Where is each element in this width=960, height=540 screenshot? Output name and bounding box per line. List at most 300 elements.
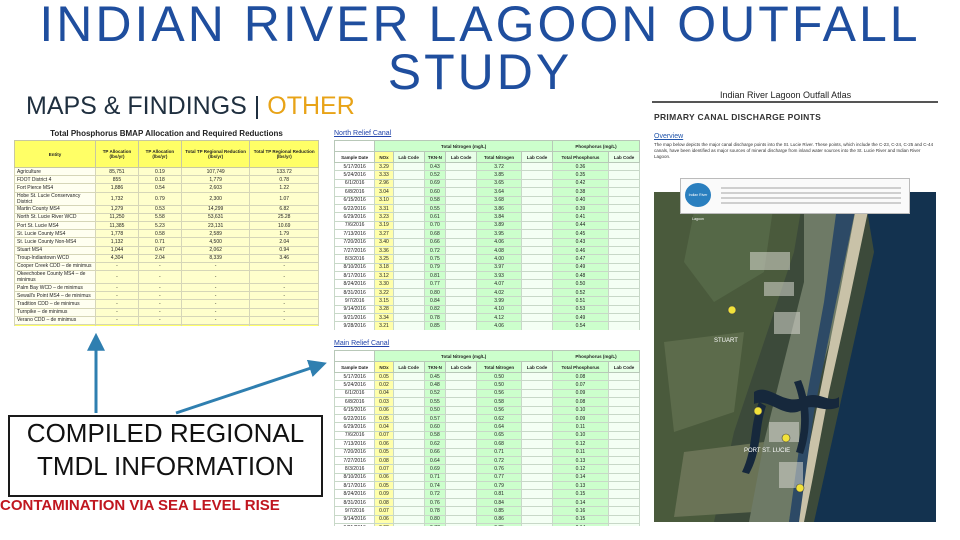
table-cell: 3.46 — [250, 254, 319, 262]
table-cell: 0.58 — [424, 196, 446, 204]
table-cell: 0.45 — [424, 373, 446, 381]
table-cell: 2.04 — [138, 254, 181, 262]
callout-line-1: COMPILED REGIONAL — [26, 418, 305, 448]
table-cell: 1,778 — [95, 230, 138, 238]
main-header-6: Lab Code — [521, 362, 552, 373]
table-cell: 0.04 — [375, 389, 393, 397]
north-header-2: Lab Code — [393, 152, 424, 163]
table-cell: 0.78 — [250, 176, 319, 184]
table-cell: 0.52 — [552, 288, 608, 296]
table-cell: 3.25 — [375, 255, 393, 263]
table-cell: 3.22 — [375, 288, 393, 296]
table-cell: 5.23 — [138, 221, 181, 229]
table-cell: 3.18 — [375, 263, 393, 271]
table-cell: 0.13 — [552, 456, 608, 464]
table-cell: 8/3/2016 — [335, 255, 375, 263]
table-cell: 0.47 — [138, 246, 181, 254]
table-cell: 4.06 — [477, 238, 522, 246]
table-cell: 7/13/2016 — [335, 440, 375, 448]
table-cell: - — [181, 300, 250, 308]
table-cell: Cooper Creek CDD – de minimus — [15, 262, 96, 270]
tp-header-0: Entity — [15, 141, 96, 168]
table-cell: 0.53 — [138, 205, 181, 213]
table-cell: 4.00 — [477, 255, 522, 263]
table-cell: 0.79 — [477, 482, 522, 490]
table-cell: 0.50 — [477, 381, 522, 389]
table-cell: 7/6/2016 — [335, 431, 375, 439]
table-cell: 0.06 — [375, 406, 393, 414]
table-cell: 3.15 — [375, 297, 393, 305]
table-cell: 3.29 — [375, 163, 393, 171]
table-cell: Fort Pierce MS4 — [15, 184, 96, 192]
atlas-title: Indian River Lagoon Outfall Atlas — [720, 90, 852, 100]
table-cell: 85,751 — [95, 168, 138, 176]
table-cell: 0.10 — [552, 431, 608, 439]
table-cell: - — [250, 262, 319, 270]
table-cell: 4.08 — [477, 246, 522, 254]
table-cell: 3.19 — [375, 221, 393, 229]
table-cell: 0.45 — [552, 230, 608, 238]
table-cell: 0.60 — [424, 423, 446, 431]
table-cell: 25.28 — [250, 213, 319, 221]
table-cell: 8/24/2016 — [335, 490, 375, 498]
table-cell: 1.07 — [250, 192, 319, 205]
table-cell: 0.78 — [424, 314, 446, 322]
table-cell: - — [95, 262, 138, 270]
table-cell: 53,631 — [181, 213, 250, 221]
north-header-5: Total Nitrogen — [477, 152, 522, 163]
main-group-label: Total Nitrogen (mg/L) — [375, 351, 553, 362]
table-cell: St. Lucie County MS4 — [15, 230, 96, 238]
table-cell: 3.30 — [375, 280, 393, 288]
table-cell: 5/17/2016 — [335, 163, 375, 171]
table-cell: 3.36 — [375, 246, 393, 254]
main-header-0: Sample Date — [335, 362, 375, 373]
table-cell: Hobe St. Lucie Conservancy District — [15, 192, 96, 205]
north-header-3: TKN-N — [424, 152, 446, 163]
table-cell: Palm Bay WCD – de minimus — [15, 284, 96, 292]
table-cell: 8/24/2016 — [335, 280, 375, 288]
table-cell: 3.04 — [375, 188, 393, 196]
table-cell: 7/13/2016 — [335, 230, 375, 238]
table-cell: 9/14/2016 — [335, 305, 375, 313]
table-cell: 14,299 — [181, 205, 250, 213]
table-cell: - — [250, 308, 319, 316]
north-header-4: Lab Code — [446, 152, 477, 163]
table-cell: 6/29/2016 — [335, 213, 375, 221]
table-cell: 9/28/2016 — [335, 322, 375, 330]
table-cell: 0.15 — [552, 515, 608, 523]
table-cell: 2,300 — [181, 192, 250, 205]
table-cell: 6/8/2016 — [335, 398, 375, 406]
table-cell: 3.93 — [477, 272, 522, 280]
table-cell: 4,500 — [181, 238, 250, 246]
table-cell: 0.10 — [552, 406, 608, 414]
table-cell: 0.56 — [477, 389, 522, 397]
table-cell: 0.69 — [424, 465, 446, 473]
table-cell: - — [181, 271, 250, 284]
table-cell: 3.85 — [477, 171, 522, 179]
table-cell: - — [250, 300, 319, 308]
table-cell: - — [95, 284, 138, 292]
table-cell: 4.06 — [477, 322, 522, 330]
table-cell: 0.02 — [375, 381, 393, 389]
table-cell: 0.64 — [424, 456, 446, 464]
table-cell: 8/10/2016 — [335, 263, 375, 271]
table-cell: 0.41 — [552, 213, 608, 221]
table-cell: 3.21 — [375, 322, 393, 330]
table-cell: 0.71 — [424, 473, 446, 481]
table-cell: Verano CDD – de minimus — [15, 316, 96, 324]
table-cell: 3.97 — [477, 263, 522, 271]
table-cell: 2.96 — [375, 179, 393, 187]
table-cell: 5/17/2016 — [335, 373, 375, 381]
north-group-label: Total Nitrogen (mg/L) — [375, 141, 553, 152]
table-cell: 0.38 — [552, 188, 608, 196]
table-cell: 0.79 — [424, 263, 446, 271]
table-cell: 0.15 — [552, 490, 608, 498]
table-cell: 0.54 — [138, 184, 181, 192]
contamination-label: CONTAMINATION VIA SEA LEVEL RISE — [0, 497, 280, 514]
table-cell: Agriculture — [15, 168, 96, 176]
table-cell: - — [95, 292, 138, 300]
table-cell: 3.12 — [375, 272, 393, 280]
table-cell: 2,589 — [181, 230, 250, 238]
table-cell: 0.11 — [552, 448, 608, 456]
table-cell: 6/1/2016 — [335, 179, 375, 187]
table-cell: 0.06 — [375, 515, 393, 523]
north-p-label: Phosphorus (mg/L) — [552, 141, 639, 152]
table-cell: 0.50 — [424, 406, 446, 414]
table-cell: - — [138, 308, 181, 316]
table-cell: - — [181, 262, 250, 270]
main-header-3: TKN-N — [424, 362, 446, 373]
table-cell: 0.39 — [552, 204, 608, 212]
table-cell: 0.58 — [477, 398, 522, 406]
irl-logo: Indian River Lagoon — [685, 183, 711, 207]
table-cell: 0.49 — [552, 263, 608, 271]
table-cell: 0.84 — [424, 297, 446, 305]
table-cell: 9/7/2016 — [335, 297, 375, 305]
table-cell: 5/24/2016 — [335, 171, 375, 179]
table-cell: 855 — [95, 176, 138, 184]
table-cell: 3.89 — [477, 221, 522, 229]
table-cell: - — [250, 271, 319, 284]
atlas-heading: PRIMARY CANAL DISCHARGE POINTS — [654, 112, 822, 122]
main-header-7: Total Phosphorus — [552, 362, 608, 373]
table-cell: 0.58 — [138, 230, 181, 238]
main-canal-title: Main Relief Canal — [334, 340, 390, 347]
table-cell: 0.62 — [424, 440, 446, 448]
table-cell: - — [95, 300, 138, 308]
table-cell: 0.48 — [424, 381, 446, 389]
table-cell: - — [250, 316, 319, 324]
table-cell: 0.47 — [552, 255, 608, 263]
table-cell: 7/6/2016 — [335, 221, 375, 229]
table-cell: 6/22/2016 — [335, 204, 375, 212]
table-cell: - — [138, 316, 181, 324]
table-cell: 0.81 — [424, 272, 446, 280]
table-cell: 3.34 — [375, 314, 393, 322]
table-cell: 0.05 — [375, 373, 393, 381]
north-header-6: Lab Code — [521, 152, 552, 163]
table-cell: 0.50 — [477, 373, 522, 381]
main-header-4: Lab Code — [446, 362, 477, 373]
table-cell: 3.10 — [375, 196, 393, 204]
table-cell: - — [250, 292, 319, 300]
table-cell: Turnpike – de minimus — [15, 308, 96, 316]
table-cell: 0.06 — [375, 440, 393, 448]
table-cell: 0.76 — [477, 465, 522, 473]
table-cell: Troup-Indiantown WCD — [15, 254, 96, 262]
table-cell: 0.78 — [424, 507, 446, 515]
table-cell: 0.80 — [424, 288, 446, 296]
table-cell: 0.56 — [477, 406, 522, 414]
main-header-8: Lab Code — [608, 362, 639, 373]
table-cell: 8/17/2016 — [335, 482, 375, 490]
table-cell: 1.22 — [250, 184, 319, 192]
table-cell: 8,339 — [181, 254, 250, 262]
table-cell: 8/3/2016 — [335, 465, 375, 473]
table-cell: 1,044 — [95, 246, 138, 254]
table-cell: 0.64 — [477, 423, 522, 431]
table-cell: 0.05 — [375, 414, 393, 422]
table-cell: 0.09 — [552, 414, 608, 422]
table-cell: 0.48 — [552, 272, 608, 280]
table-cell: 23,131 — [181, 221, 250, 229]
map-label-port-st-lucie: PORT ST. LUCIE — [744, 448, 791, 454]
table-cell: 3.72 — [477, 163, 522, 171]
table-cell: Port St. Lucie MS4 — [15, 221, 96, 229]
callout-box — [8, 415, 323, 497]
table-cell: 107,749 — [181, 168, 250, 176]
table-cell: 0.35 — [552, 171, 608, 179]
table-cell: 133.72 — [250, 168, 319, 176]
table-cell: - — [181, 292, 250, 300]
table-cell: 11,385 — [95, 221, 138, 229]
table-cell: - — [250, 284, 319, 292]
table-cell: 0.72 — [477, 456, 522, 464]
table-cell: 0.81 — [477, 490, 522, 498]
table-cell: 0.82 — [424, 305, 446, 313]
tp-table-title: Total Phosphorus BMAP Allocation and Required Reductions — [50, 129, 283, 138]
table-cell: - — [138, 271, 181, 284]
north-header-8: Lab Code — [608, 152, 639, 163]
table-cell: 0.16 — [552, 507, 608, 515]
table-cell: 0.52 — [424, 389, 446, 397]
table-cell: 3.86 — [477, 204, 522, 212]
table-cell: 0.71 — [477, 448, 522, 456]
table-cell: 0.42 — [552, 179, 608, 187]
table-cell: Tradition CDD – de minimus — [15, 300, 96, 308]
page-title: INDIAN RIVER LAGOON OUTFALL STUDY — [39, 0, 921, 100]
north-header-7: Total Phosphorus — [552, 152, 608, 163]
table-cell: 0.44 — [552, 221, 608, 229]
table-cell: - — [138, 292, 181, 300]
table-cell: 0.05 — [375, 448, 393, 456]
arrow-to-canal-tables — [176, 365, 320, 413]
table-cell: Martin County MS4 — [15, 205, 96, 213]
table-cell: 0.19 — [138, 168, 181, 176]
table-cell: 0.13 — [552, 482, 608, 490]
table-cell: 0.08 — [375, 498, 393, 506]
table-cell: 4.02 — [477, 288, 522, 296]
table-cell: 0.72 — [424, 490, 446, 498]
table-cell: 4,304 — [95, 254, 138, 262]
table-cell: 3.28 — [375, 305, 393, 313]
table-cell: Sewall's Point MS4 – de minimus — [15, 292, 96, 300]
table-cell: 4.07 — [477, 280, 522, 288]
subtitle-main: MAPS & FINDINGS | — [26, 92, 268, 120]
table-cell: 5.58 — [138, 213, 181, 221]
table-cell: - — [138, 284, 181, 292]
table-cell: 0.84 — [477, 498, 522, 506]
table-cell: 0.50 — [552, 280, 608, 288]
table-cell: 8/31/2016 — [335, 498, 375, 506]
table-cell: 3.65 — [477, 179, 522, 187]
table-cell: 0.62 — [477, 414, 522, 422]
table-cell: 0.49 — [552, 314, 608, 322]
table-cell: 0.55 — [424, 398, 446, 406]
table-cell: 1,132 — [95, 238, 138, 246]
table-cell: 0.94 — [250, 246, 319, 254]
table-cell: 0.07 — [552, 381, 608, 389]
table-cell: 0.54 — [552, 322, 608, 330]
table-cell: 0.74 — [424, 482, 446, 490]
table-cell: 0.68 — [477, 440, 522, 448]
table-cell: 0.08 — [552, 398, 608, 406]
north-canal-title: North Relief Canal — [334, 130, 392, 137]
table-cell: 0.07 — [375, 465, 393, 473]
table-cell: 9/14/2016 — [335, 515, 375, 523]
table-cell: 0.07 — [375, 507, 393, 515]
table-cell: - — [181, 284, 250, 292]
subtitle-accent: OTHER — [267, 92, 355, 120]
table-cell: 7/20/2016 — [335, 448, 375, 456]
table-cell: North St. Lucie River WCD — [15, 213, 96, 221]
north-header-0: Sample Date — [335, 152, 375, 163]
table-cell: 0.04 — [375, 423, 393, 431]
table-cell: - — [181, 316, 250, 324]
table-cell: 3.95 — [477, 230, 522, 238]
table-cell: 6/15/2016 — [335, 406, 375, 414]
table-cell: 0.12 — [552, 465, 608, 473]
table-cell: 3.31 — [375, 204, 393, 212]
north-header-1: NOx — [375, 152, 393, 163]
table-cell: 0.58 — [424, 431, 446, 439]
table-cell: - — [138, 262, 181, 270]
table-cell: 3.68 — [477, 196, 522, 204]
table-cell: 0.53 — [552, 305, 608, 313]
table-cell: 3.99 — [477, 297, 522, 305]
main-header-5: Total Nitrogen — [477, 362, 522, 373]
table-cell: 8/31/2016 — [335, 288, 375, 296]
table-cell: 0.18 — [138, 176, 181, 184]
table-cell: 0.71 — [138, 238, 181, 246]
table-cell: 0.43 — [424, 163, 446, 171]
table-cell: 0.40 — [552, 196, 608, 204]
table-cell: 0.08 — [552, 373, 608, 381]
table-cell: 0.80 — [424, 515, 446, 523]
table-cell: 0.61 — [424, 213, 446, 221]
table-cell: 9/7/2016 — [335, 507, 375, 515]
table-cell: 0.14 — [552, 473, 608, 481]
table-cell: 0.57 — [424, 414, 446, 422]
map-label-stuart: STUART — [714, 338, 738, 344]
table-cell: 0.60 — [424, 188, 446, 196]
table-cell: 0.77 — [424, 280, 446, 288]
table-cell: 4.12 — [477, 314, 522, 322]
table-cell: 3.27 — [375, 230, 393, 238]
table-cell: 7/20/2016 — [335, 238, 375, 246]
table-cell: 1,886 — [95, 184, 138, 192]
table-cell: 0.14 — [552, 498, 608, 506]
main-header-1: NOx — [375, 362, 393, 373]
table-cell: 0.79 — [138, 192, 181, 205]
table-cell: 6/22/2016 — [335, 414, 375, 422]
table-cell: - — [95, 271, 138, 284]
table-cell: 0.11 — [552, 423, 608, 431]
table-cell: 9/21/2016 — [335, 314, 375, 322]
table-cell: 0.69 — [424, 179, 446, 187]
table-cell: 0.85 — [424, 322, 446, 330]
table-cell: 0.05 — [375, 482, 393, 490]
table-cell: 3.33 — [375, 171, 393, 179]
table-cell: 0.75 — [424, 255, 446, 263]
table-cell: 0.65 — [477, 431, 522, 439]
table-cell: 0.43 — [552, 238, 608, 246]
table-cell: - — [138, 300, 181, 308]
table-cell: 1,279 — [95, 205, 138, 213]
table-cell: 0.52 — [424, 171, 446, 179]
table-cell: 11,250 — [95, 213, 138, 221]
table-cell: 0.09 — [552, 389, 608, 397]
table-cell: 0.09 — [375, 490, 393, 498]
table-cell: 4.10 — [477, 305, 522, 313]
table-cell: 0.70 — [424, 221, 446, 229]
table-cell: 3.84 — [477, 213, 522, 221]
table-cell: 0.36 — [552, 163, 608, 171]
table-cell: FDOT District 4 — [15, 176, 96, 184]
table-cell: 6.82 — [250, 205, 319, 213]
table-cell: 6/1/2016 — [335, 389, 375, 397]
table-cell: 6/29/2016 — [335, 423, 375, 431]
table-cell: 0.06 — [375, 473, 393, 481]
table-cell: 0.86 — [477, 515, 522, 523]
table-cell: 6/15/2016 — [335, 196, 375, 204]
atlas-overview-text: The map below depicts the major canal discharge points into the St. Lucie River. These points, which include the C-23, C-24, C-25 and C-44 canals, have been identified as major sources of mineral discharge from inland water sources into the St. Lucie River and Indian River Lagoon. — [654, 142, 934, 159]
table-cell: - — [95, 308, 138, 316]
table-cell: 0.46 — [552, 246, 608, 254]
table-cell: - — [181, 308, 250, 316]
table-cell: 0.72 — [424, 246, 446, 254]
table-cell: 3.40 — [375, 238, 393, 246]
table-cell: 0.08 — [375, 456, 393, 464]
table-cell: 7/27/2016 — [335, 456, 375, 464]
table-cell: 0.85 — [477, 507, 522, 515]
atlas-overview-label: Overview — [654, 133, 684, 140]
table-cell: 8/17/2016 — [335, 272, 375, 280]
table-cell: 0.55 — [424, 204, 446, 212]
table-cell: 0.51 — [552, 297, 608, 305]
table-cell: 0.76 — [424, 498, 446, 506]
table-cell: Okeechobee County MS4 – de minimus — [15, 271, 96, 284]
table-cell: 0.03 — [375, 398, 393, 406]
tp-header-3: Total TP Regional Reduction (lbs/yr) — [181, 141, 250, 168]
table-cell: 0.07 — [375, 431, 393, 439]
table-cell: 3.23 — [375, 213, 393, 221]
table-cell: 1,779 — [181, 176, 250, 184]
